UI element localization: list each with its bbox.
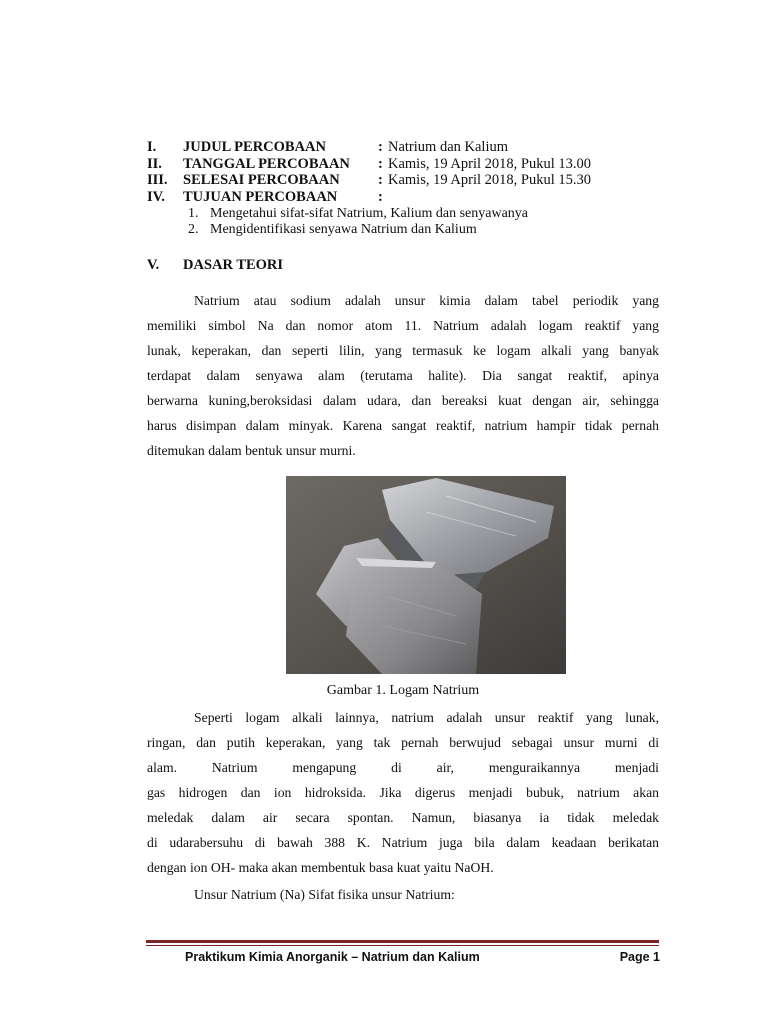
paragraph-line: Unsur Natrium (Na) Sifat fisika unsur Natrium: — [194, 887, 455, 902]
paragraph-line: di udarabersuhu di bawah 388 K. Natrium juga bila dalam keadaan berikatan — [147, 835, 659, 850]
footer-rule-thick — [146, 940, 659, 943]
section-number: IV. — [147, 189, 165, 205]
section-title: SELESAI PERCOBAAN — [183, 172, 340, 188]
section-row-2 — [147, 156, 667, 173]
paragraph-line: alam. Natrium mengapung di air, menguraikannya menjadi — [147, 760, 659, 775]
section-value: Kamis, 19 April 2018, Pukul 15.30 — [388, 172, 592, 188]
paragraph-line: ringan, dan putih keperakan, yang tak pernah berwujud sebagai unsur murni di — [147, 735, 659, 750]
section-number: I. — [147, 139, 157, 155]
paragraph-line: gas hidrogen dan ion hidroksida. Jika digerus menjadi bubuk, natrium akan — [147, 785, 659, 800]
objective-text: Mengidentifikasi senyawa Natrium dan Kalium — [210, 222, 477, 237]
section-colon: : — [378, 172, 383, 188]
section-row-3 — [147, 172, 667, 189]
section-title: DASAR TEORI — [183, 257, 284, 273]
sodium-metal-photo — [286, 476, 566, 674]
sodium-metal-illustration — [286, 476, 566, 674]
page-number: Page 1 — [619, 950, 660, 964]
paragraph-line: Natrium atau sodium adalah unsur kimia dalam tabel periodik yang — [194, 293, 659, 308]
footer-rule-thin — [146, 945, 659, 946]
objective-text: Mengetahui sifat-sifat Natrium, Kalium dan senyawanya — [210, 206, 529, 221]
section-colon: : — [378, 156, 383, 172]
paragraph-line: memiliki simbol Na dan nomor atom 11. Natrium adalah logam reaktif yang — [147, 318, 659, 333]
section-row-1 — [147, 139, 667, 156]
paragraph-physical-properties-intro — [147, 882, 659, 907]
section-title: TUJUAN PERCOBAAN — [183, 189, 338, 205]
objective-number: 2. — [188, 222, 199, 237]
section-value: Kamis, 19 April 2018, Pukul 13.00 — [388, 156, 592, 172]
figure-caption: Gambar 1. Logam Natrium — [326, 683, 480, 698]
section-row-5 — [147, 257, 447, 274]
paragraph-line: meledak dalam air secara spontan. Namun, biasanya ia tidak meledak — [147, 810, 659, 825]
footer-title: Praktikum Kimia Anorganik – Natrium dan Kalium — [185, 950, 480, 964]
section-value: Natrium dan Kalium — [388, 139, 509, 155]
paragraph-sodium-properties — [147, 705, 659, 880]
paragraph-line: lunak, keperakan, dan seperti lilin, yang termasuk ke logam alkali yang banyak — [147, 343, 659, 358]
section-title: JUDUL PERCOBAAN — [183, 139, 326, 155]
paragraph-line: Seperti logam alkali lainnya, natrium adalah unsur reaktif yang lunak, — [194, 710, 659, 725]
paragraph-line: dengan ion OH- maka akan membentuk basa kuat yaitu NaOH. — [147, 860, 494, 875]
section-number: II. — [147, 156, 162, 172]
section-number: V. — [147, 257, 160, 273]
section-title: TANGGAL PERCOBAAN — [183, 156, 350, 172]
section-number: III. — [147, 172, 168, 188]
section-row-4 — [147, 189, 667, 206]
objective-number: 1. — [188, 206, 199, 221]
paragraph-line: terdapat dalam senyawa alam (terutama halite). Dia sangat reaktif, apinya — [147, 368, 659, 383]
paragraph-line: harus disimpan dalam minyak. Karena sangat reaktif, natrium hampir tidak pernah — [147, 418, 659, 433]
section-colon: : — [378, 139, 383, 155]
paragraph-line: berwarna kuning,beroksidasi dalam udara, dan bereaksi kuat dengan air, sehingga — [147, 393, 659, 408]
section-colon: : — [378, 189, 383, 205]
paragraph-line: ditemukan dalam bentuk unsur murni. — [147, 443, 356, 458]
paragraph-sodium-intro — [147, 288, 659, 463]
